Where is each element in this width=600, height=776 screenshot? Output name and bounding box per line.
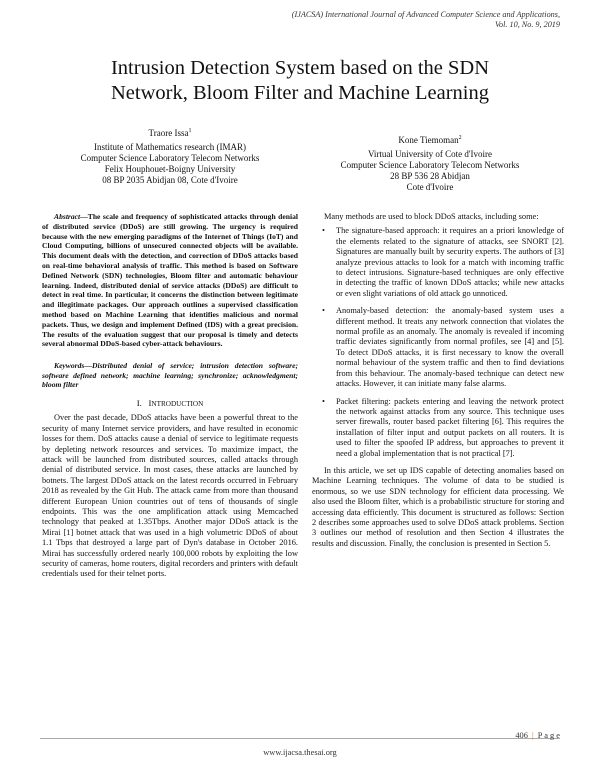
right-column	[312, 212, 564, 549]
paper-title-line-1: Intrusion Detection System based on the SDN	[110, 57, 490, 79]
list-item-text: Anomaly-based detection: the anomaly-based system uses a different method. It treats any network connection that violates the normal profile as an anomaly. The anomaly is revealed if incoming traffic deviates significantly from normal profiles, see [4] and [5]. To detect DDoS attacks, it is first necessary to know the overall normal behaviour of the system traffic and then to find deviations from this behaviour. The anomaly-based technique can detect new attacks. However, it can initiate many false alarms.	[336, 306, 564, 389]
list-item	[312, 397, 564, 459]
methods-list	[312, 226, 564, 459]
bullet-icon: •	[322, 226, 325, 236]
list-item	[312, 306, 564, 389]
list-item-text: The signature-based approach: it requires an a priori knowledge of the elements related to the signature of attacks, see SNORT [2]. Signatures are manually built by security experts. The authors of [3] analyze previous attacks to look for a match with incoming traffic to detect intrusions. Signature-based techniques are only effective in detecting the traffic of known DDoS attacks; while new attacks or even slight variations of old attack go unnoticed.	[336, 226, 564, 298]
keywords: Keywords—Distributed denial of service; intrusion detection software; software defined network; machine learning; synchronize; acknowledgment; bloom filter	[42, 361, 298, 390]
abstract-label: Abstract	[54, 212, 81, 221]
section-title-initial: I	[148, 397, 152, 408]
list-item-text: Packet filtering: packets entering and leaving the network protect the network against attacks from any source. This technique uses server firewalls, router based packet filtering [6]. This requires the installation of filter input and output packets on all routers. It is used to filter the spoofed IP address, but approaches to prevent it need a global implementation that is not practical [7].	[336, 396, 564, 458]
journal-name: (IJACSA) International Journal of Advanced Computer Science and Applications,	[291, 10, 560, 19]
journal-url: www.ijacsa.thesai.org	[263, 748, 337, 757]
author-block-2	[300, 133, 560, 193]
intro-paragraph: Over the past decade, DDoS attacks have been a powerful threat to the security of many Internet service providers, and have resulted in economic losses for them. DoS attacks cause a denial of service to legitimate requests by depleting network resources and services. To maximize impact, the attack will be launched from distributed sources, called attacks through denial of distributed service. In most cases, these attacks are launched by botnets. The largest DDoS attack on the latest records occurred in February 2018 as revealed by the Git Hub. The attack came from more than thousand different European Union countries out of tens of thousands of single endpoints. This was the one amplification attack using Memcached technology that peaked at 1.35Tbps. Another major DDoS attack is the Mirai [1] botnet attack that was used in a high volumetric DDoS of about 1.1 Tbps that destroyed a large part of Dyn's database in October 2016. Mirai has successfully ordered nearly 100,000 robots by exploiting the low security of cameras, home routers, digital recorders and printers with default credentials used for their telnet ports.	[42, 413, 298, 579]
paper-title-line-2: Network, Bloom Filter and Machine Learning	[110, 82, 490, 104]
journal-running-head	[160, 10, 560, 30]
author-affiliation-line: Virtual University of Cote d'Ivoire	[367, 149, 493, 159]
author-affiliation-line: Institute of Mathematics research (IMAR)	[94, 142, 246, 152]
page-separator: |	[531, 731, 534, 740]
author-name-2: Kone Tiemoman$^2$	[398, 135, 462, 145]
author-affiliation-line: Computer Science Laboratory Telecom Networks	[340, 160, 520, 170]
bullet-icon: •	[322, 396, 325, 406]
page-number: 406 | P a g e	[515, 731, 560, 740]
section-heading-introduction	[42, 398, 298, 409]
paper-title	[40, 56, 560, 106]
list-item	[312, 226, 564, 299]
left-column	[42, 212, 298, 580]
author-affiliation-line: Cote d'Ivoire	[406, 182, 454, 192]
section-numeral: I.	[136, 397, 142, 408]
abstract: Abstract—The scale and frequency of sophisticated attacks through denial of distributed service (DDoS) are still growing. The urgency is required because with the new emerging paradigms of the Internet of Things (IoT) and Cloud Computing, billions of unsecured connected objects will be available. This document deals with the detection, and correction of DDoS attacks based on real-time behavioral analysis of traffic. This method is based on Software Defined Network (SDN) technologies, Bloom filter and automatic behaviour learning. Indeed, distributed denial of service attacks (DDoS) are difficult to detect in real time. In particular, it concerns the distinction between legitimate and illegitimate packages. Our approach outlines a supervised classification method based on Machine Learning that identifies malicious and normal packets. Thus, we design and implement Defined (IDS) with a great precision. The results of the evaluation suggest that our proposal is timely and detects several abnormal DDoS-based cyber-attack behaviours.	[42, 212, 298, 349]
bullet-icon: •	[322, 306, 325, 316]
methods-intro: Many methods are used to block DDoS attacks, including some:	[324, 212, 539, 221]
page-label: P a g e	[537, 731, 560, 740]
article-structure-paragraph: In this article, we set up IDS capable of detecting anomalies based on Machine Learning techniques. The volume of data to be studied is enormous, so we use SDN technology for efficient data processing. We also used the Bloom filter, which is a probabilistic structure for storing and accessing data efficiently. This document is structured as follows: Section 2 describes some approaches used to solve DDoS attack problems. Section 3 outlines our method of resolution and then Section 4 illustrates the results and discussion. Finally, the conclusion is presented in Section 5.	[312, 465, 564, 548]
author-affiliation-mark-2: 2	[458, 135, 462, 141]
author-affiliation-line: 08 BP 2035 Abidjan 08, Cote d'Ivoire	[102, 175, 238, 185]
abstract-text: The scale and frequency of sophisticated attacks through denial of distributed service (DDoS) are still growing. The urgency is required because with the new emerging paradigms of the Internet of Things (IoT) and Cloud Computing, billions of unsecured connected objects will be available. This document deals with the detection, and correction of DDoS attacks based on real-time behavioral analysis of traffic. This method is based on Software Defined Network (SDN) technologies, Bloom filter and automatic behaviour learning. Indeed, distributed denial of service attacks (DDoS) are difficult to detect in real time. In particular, it concerns the distinction between legitimate and illegitimate packages. Our approach outlines a supervised classification method based on Machine Learning that identifies malicious and normal packets. Thus, we design and implement Defined (IDS) with a great precision. The results of the evaluation suggest that our proposal is timely and detects several abnormal DDoS-based cyber-attack behaviours.	[42, 212, 298, 349]
footer-divider	[40, 738, 560, 739]
author-name-1: Traore Issa$^1$	[148, 128, 192, 138]
keywords-text: Distributed denial of service; intrusion detection software; software defined network; machine learning; synchronize; acknowledgment; bloom filter	[42, 361, 298, 390]
author-block-1	[40, 126, 300, 186]
section-title-rest: NTRODUCTION	[151, 399, 204, 408]
keywords-label: Keywords	[54, 361, 85, 371]
author-affiliation-line: Felix Houphouet-Boigny University	[104, 164, 236, 174]
author-affiliation-line: Computer Science Laboratory Telecom Networks	[80, 153, 260, 163]
author-affiliation-line: 28 BP 536 28 Abidjan	[390, 171, 470, 181]
author-affiliation-mark-1: 1	[188, 128, 192, 134]
journal-volume: Vol. 10, No. 9, 2019	[494, 20, 560, 29]
